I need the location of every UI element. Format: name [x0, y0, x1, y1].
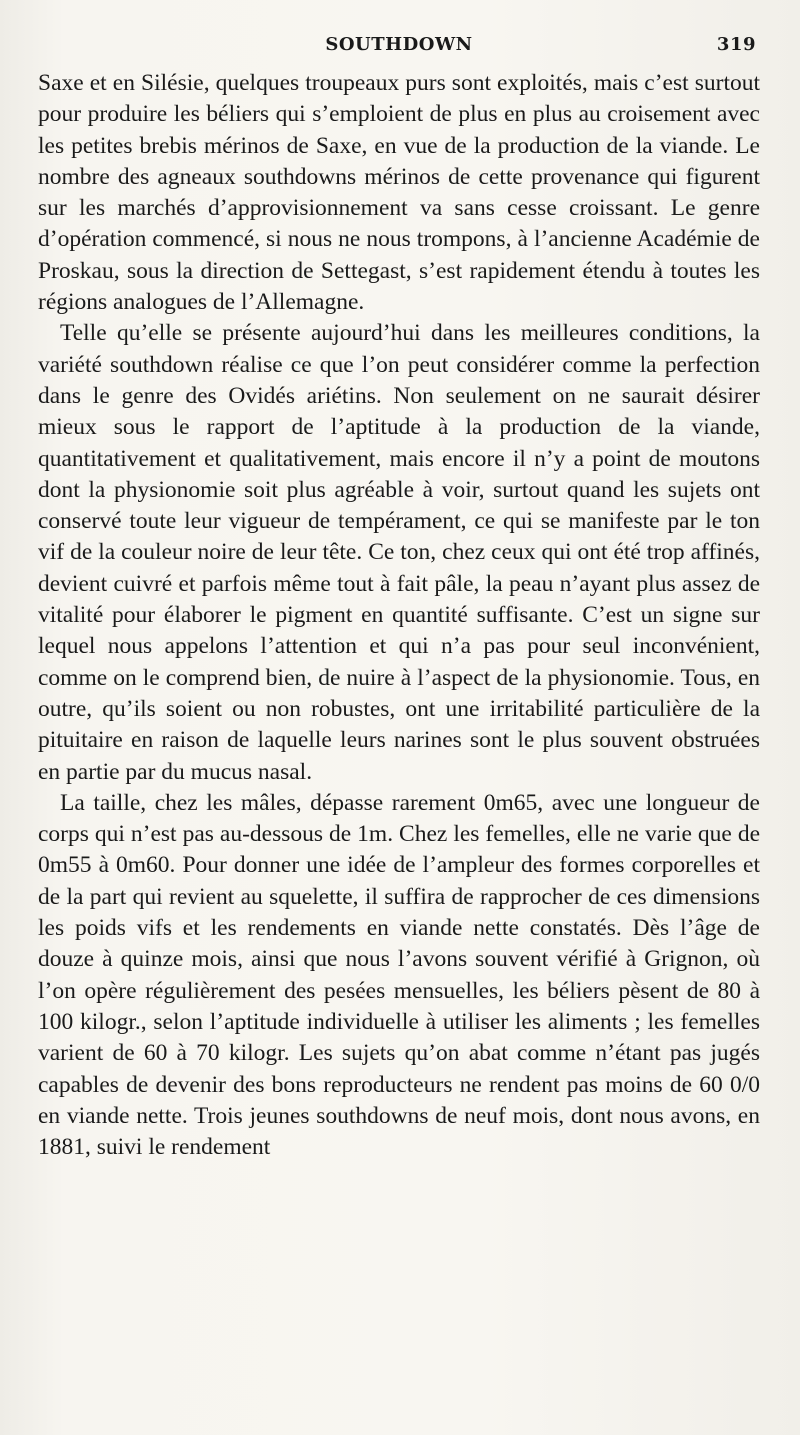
running-title: SOUTHDOWN	[325, 34, 473, 55]
running-header	[38, 34, 760, 64]
paragraph-3: La taille, chez les mâles, dépasse rarement 0m65, avec une longueur de corps qui n’est pas au-dessous de 1m. Chez les femelles, elle ne varie que de 0m55 à 0m60. Pour donner une idée de l’ampleur des formes corporelles et de la part qui revient au squelette, il suffira de rapprocher de ces dimensions les poids vifs et les rendements en viande nette constatés. Dès l’âge de douze à quinze mois, ainsi que nous l’avons souvent vérifié à Grignon, où l’on opère régulièrement des pesées mensuelles, les béliers pèsent de 80 à 100 kilogr., selon l’aptitude individuelle à utiliser les aliments ; les femelles varient de 60 à 70 kilogr. Les sujets qu’on abat comme n’étant pas jugés capables de devenir des bons reproducteurs ne rendent pas moins de 60 0/0 en viande nette. Trois jeunes southdowns de neuf mois, dont nous avons, en 1881, suivi le rendement	[38, 789, 760, 1161]
paragraph-1: Saxe et en Silésie, quelques troupeaux purs sont exploités, mais c’est surtout pour produire les béliers qui s’emploient de plus en plus au croisement avec les petites brebis mérinos de Saxe, en vue de la production de la viande. Le nombre des agneaux southdowns mérinos de cette provenance qui figurent sur les marchés d’approvisionnement va sans cesse croissant. Le genre d’opération commencé, si nous ne nous trompons, à l’ancienne Académie de Proskau, sous la direction de Settegast, s’est rapidement étendu à toutes les régions analogues de l’Allemagne.	[38, 70, 760, 316]
paragraph-2: Telle qu’elle se présente aujourd’hui dans les meilleures conditions, la variété southdown réalise ce que l’on peut considérer comme la perfection dans le genre des Ovidés ariétins. Non seulement on ne saurait désirer mieux sous le rapport de l’aptitude à la production de la viande, quantitativement et qualitativement, mais encore il n’y a point de moutons dont la physionomie soit plus agréable à voir, surtout quand les sujets ont conservé toute leur vigueur de tempérament, ce qui se manifeste par le ton vif de la couleur noire de leur tête. Ce ton, chez ceux qui ont été trop affinés, devient cuivré et parfois même tout à fait pâle, la peau n’ayant plus assez de vitalité pour élaborer le pigment en quantité suffisante. C’est un signe sur lequel nous appelons l’attention et qui n’a pas pour seul inconvénient, comme on le comprend bien, de nuire à l’aspect de la physionomie. Tous, en outre, qu’ils soient ou non robustes, ont une irritabilité particulière de la pituitaire en raison de laquelle leurs narines sont le plus souvent obstruées en partie par du mucus nasal.	[38, 320, 760, 785]
page-number: 319	[716, 34, 756, 55]
body-text	[38, 68, 760, 1163]
